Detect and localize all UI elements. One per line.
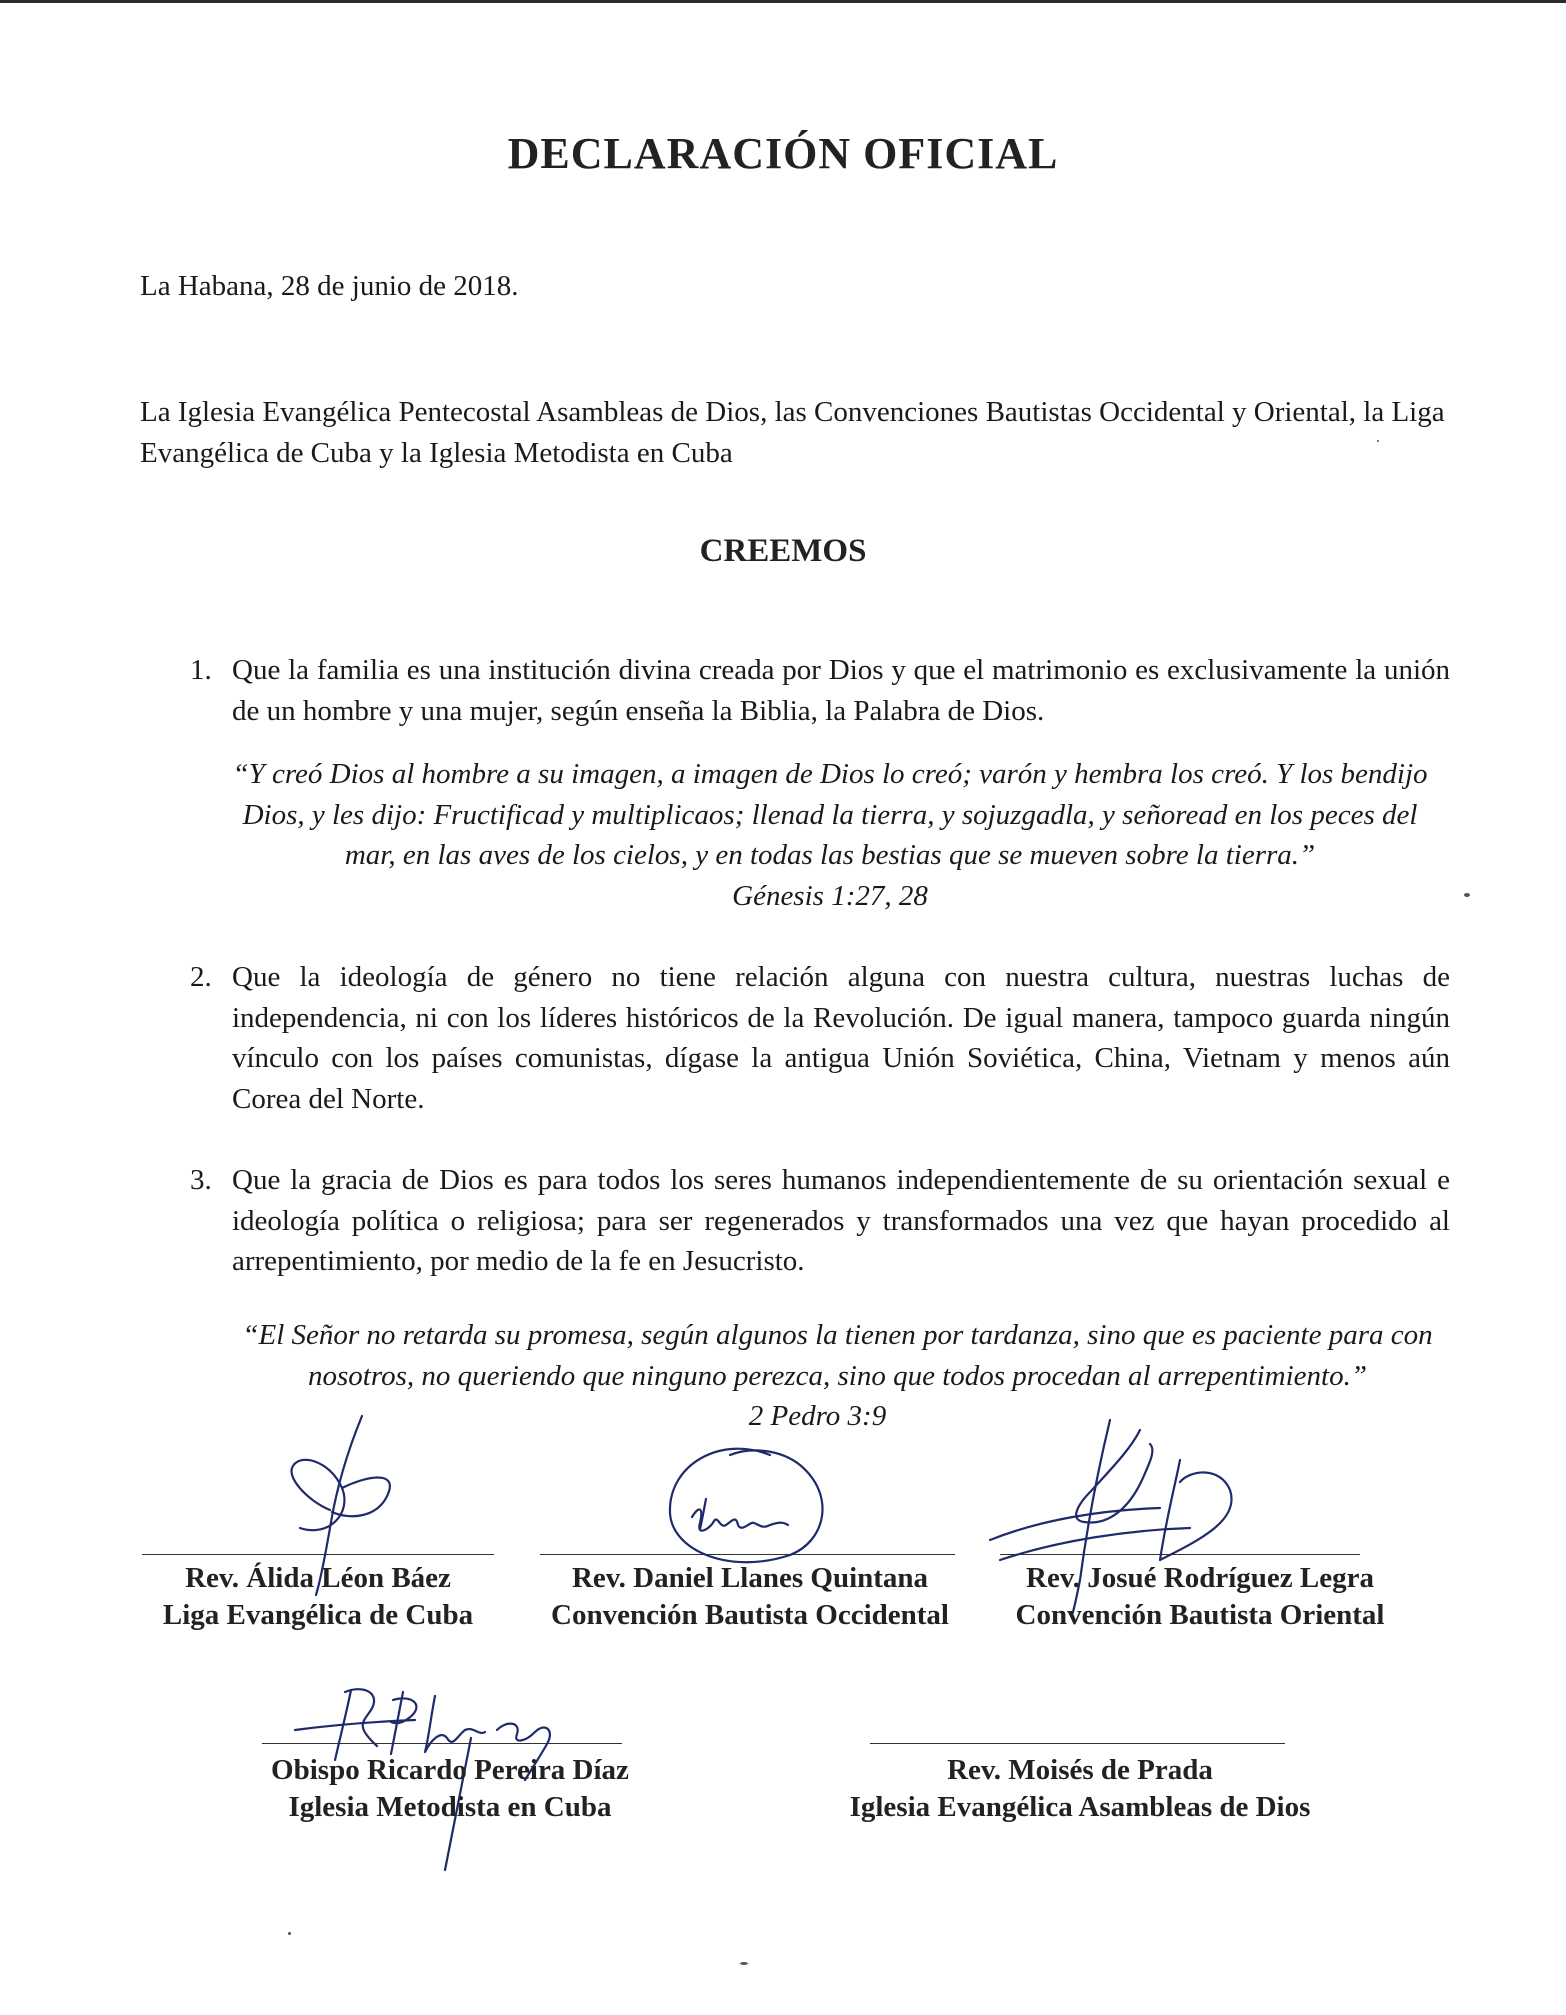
signatory-organization: Convención Bautista Occidental (551, 1599, 949, 1631)
signatory-name: Obispo Ricardo Pereira Díaz (271, 1754, 629, 1786)
date-line: La Habana, 28 de junio de 2018. (140, 270, 519, 302)
item-text: Que la gracia de Dios es para todos los seres humanos independientemente de su orientación sexual e ideología política o religiosa; para ser regenerados y transformados una vez que hayan procedido al arrepentimiento, por medio de la fe en Jesucristo. (232, 1164, 1450, 1277)
signatory-2 (525, 1560, 975, 1634)
page-top-edge (0, 0, 1566, 3)
quote-reference: Génesis 1:27, 28 (732, 879, 928, 912)
belief-item-3 (190, 1160, 1450, 1282)
signatory-4 (240, 1752, 660, 1826)
signatory-5 (830, 1752, 1330, 1826)
quote-reference: 2 Pedro 3:9 (748, 1400, 887, 1432)
signatory-organization: Iglesia Metodista en Cuba (288, 1791, 612, 1823)
signatory-organization: Liga Evangélica de Cuba (162, 1599, 474, 1631)
signatory-name: Rev. Moisés de Prada (947, 1754, 1213, 1786)
scan-speck (740, 1962, 748, 1965)
handwritten-signature-2 (650, 1425, 840, 1575)
item-text: Que la ideología de género no tiene relación alguna con nuestra cultura, nuestras luchas de independencia, ni con los líderes históricos de la Revolución. De igual manera, tampoco guarda ningún vínculo con los países comunistas, dígase la antigua Unión Soviética, China, Vietnam y menos aún Corea del Norte. (232, 961, 1450, 1115)
signatory-1 (118, 1560, 518, 1634)
belief-item-1 (190, 650, 1450, 731)
item-text: Que la familia es una institución divina creada por Dios y que el matrimonio es exclusivamente la unión de un hombre y una mujer, según enseña la Biblia, la Palabra de Dios. (232, 654, 1450, 727)
scan-speck (288, 1932, 291, 1935)
signatory-organization: Convención Bautista Oriental (1015, 1599, 1385, 1631)
signatory-name: Rev. Daniel Llanes Quintana (571, 1562, 929, 1594)
scan-speck (1464, 893, 1470, 897)
item-number: 3. (190, 1164, 212, 1196)
signatory-3 (985, 1560, 1415, 1634)
quote-text: “Y creó Dios al hombre a su imagen, a imagen de Dios lo creó; varón y hembra los creó. Y los bendijo Dios, y les dijo: Fructificad y multiplicaos; llenad la tierra, y sojuzgadla, y señoread en los peces del mar, en las aves de los cielos, y en todas las bestias que se mueven sobre la tierra.” (232, 758, 1428, 871)
intro-paragraph: La Iglesia Evangélica Pentecostal Asambleas de Dios, las Convenciones Bautistas Occidental y Oriental, la Liga Evangélica de Cuba y la Iglesia Metodista en Cuba (140, 396, 1445, 469)
section-heading: CREEMOS (699, 533, 867, 569)
belief-item-2 (190, 957, 1450, 1119)
scan-speck (1377, 440, 1379, 442)
signatory-name: Rev. Josué Rodríguez Legra (1026, 1562, 1374, 1594)
item-number: 2. (190, 961, 212, 993)
signature-line-5 (870, 1743, 1285, 1744)
quote-text: “El Señor no retarda su promesa, según algunos la tienen por tardanza, sino que es paciente para con nosotros, no queriendo que ninguno perezca, sino que todos procedan al arrepentimiento.” (242, 1319, 1433, 1392)
scripture-quote-1 (230, 754, 1430, 916)
signatory-organization: Iglesia Evangélica Asambleas de Dios (849, 1791, 1311, 1823)
signatory-name: Rev. Álida Léon Báez (185, 1562, 451, 1594)
item-number: 1. (190, 654, 212, 686)
document-title: DECLARACIÓN OFICIAL (507, 129, 1059, 178)
